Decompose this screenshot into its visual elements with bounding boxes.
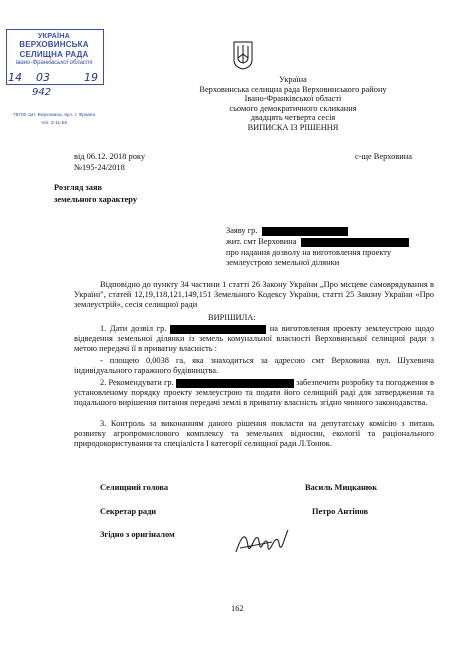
header-convocation: сьомого демократичного скликання: [229, 103, 357, 113]
redacted-name: [170, 325, 266, 334]
application-block: [226, 226, 426, 268]
redacted-name: [176, 379, 294, 388]
item-3: 3. Контроль за виконанням даного рішення покласти на депутатську комісію з питань розвитку агропромислового комплексу та земельних відносин, екології та раціонального природокористування та спеціаліста І категорії селищної ради Л.Тонюк.: [74, 419, 434, 449]
stamp-date-day: 14: [8, 71, 22, 84]
stamp-council-2: СЕЛИЩНА РАДА: [19, 50, 89, 59]
stamp-date-year: 19: [84, 71, 98, 84]
header-country: Україна: [279, 75, 307, 84]
head-title: Селищний голова: [100, 483, 169, 492]
document-header: [150, 75, 436, 133]
stamp-divider: [6, 84, 102, 85]
certified-copy-label: Згідно з оригіналом: [100, 530, 175, 539]
application-line-1: [226, 226, 426, 237]
item-1-area: - площею 0,0038 га, яка знаходиться за адресою смт Верховина вул. Шухевича індивідуального гаражного будівництва.: [74, 356, 434, 376]
document-title: ВИПИСКА ІЗ РІШЕННЯ: [247, 122, 339, 132]
head-name: Василь Мицканюк: [305, 483, 378, 492]
application-address-label: жит. смт Верховина: [226, 237, 297, 246]
item-1-lead: 1. Дати дозвіл гр.: [100, 324, 167, 333]
redacted-name: [262, 227, 348, 236]
application-purpose-1: про надання дозволу на виготовлення проекту: [226, 248, 392, 257]
stamp-phone: тел. 2-11-56: [40, 121, 68, 126]
redacted-address: [301, 238, 409, 247]
header-region: Івано-Франківської області: [244, 94, 342, 104]
application-applicant-label: Заяву гр.: [226, 226, 258, 235]
coat-of-arms-icon: [232, 40, 254, 70]
subject-line-1: Розгляд заяв: [54, 183, 103, 192]
stamp-address: 78700 смт. Верховина, вул. І. Франка: [12, 113, 96, 118]
item-2-lead: 2. Рекомендувати гр.: [100, 378, 174, 387]
application-purpose-2: землеустрою земельної ділянки: [226, 258, 340, 268]
header-session: двадцять четверта сесія: [250, 113, 336, 123]
stamp-reg-number: 942: [32, 87, 52, 98]
item-1-text: на виготовлення проекту землеустрою щодо відведення земельної ділянки із земель комунальної власності Верховинської селищної ради з метою передачі її в приватну власність :: [74, 324, 435, 354]
item-2: [74, 378, 434, 409]
stamp-council-1: ВЕРХОВИНСЬКА: [19, 40, 89, 49]
preamble: Відповідно до пункту 34 частини 1 статті 26 Закону України „Про місцеве самоврядування в Україні", статей 12,19,118,121,149,151 Земельного Кодексу України, статті 25 Закону України «Про землеустрій», сесія селищної ради: [74, 280, 434, 310]
stamp-region: Івано-Франківської області: [15, 60, 93, 66]
item-1: [74, 324, 434, 355]
decided-heading: ВИРІШИЛА:: [208, 313, 256, 322]
header-council: Верховинська селищна рада Верховинського району: [199, 84, 387, 94]
registration-stamp: [6, 29, 102, 149]
decision-date: від 06.12. 2018 року: [74, 152, 146, 161]
page-number: 162: [231, 604, 244, 613]
decision-number: №195-24/2018: [74, 163, 125, 172]
stamp-country: УКРАЇНА: [38, 31, 70, 40]
secretary-title: Секретар ради: [100, 507, 157, 516]
stamp-date-month: 03: [36, 71, 50, 84]
decision-place: с-ще Верховина: [355, 152, 412, 161]
secretary-name: Петро Антіпов: [312, 507, 369, 516]
subject-line-2: земельного характеру: [54, 195, 138, 204]
item-2-text: забезпечити розробку та погодження в установленому порядку проекту землеустрою та подати його селищній раді для затвердження та подальшого вирішення питання передачі землі в приватну власність згідно чинного законодавства.: [74, 378, 435, 408]
application-line-2: [226, 237, 426, 248]
handwritten-signature: [232, 524, 292, 560]
